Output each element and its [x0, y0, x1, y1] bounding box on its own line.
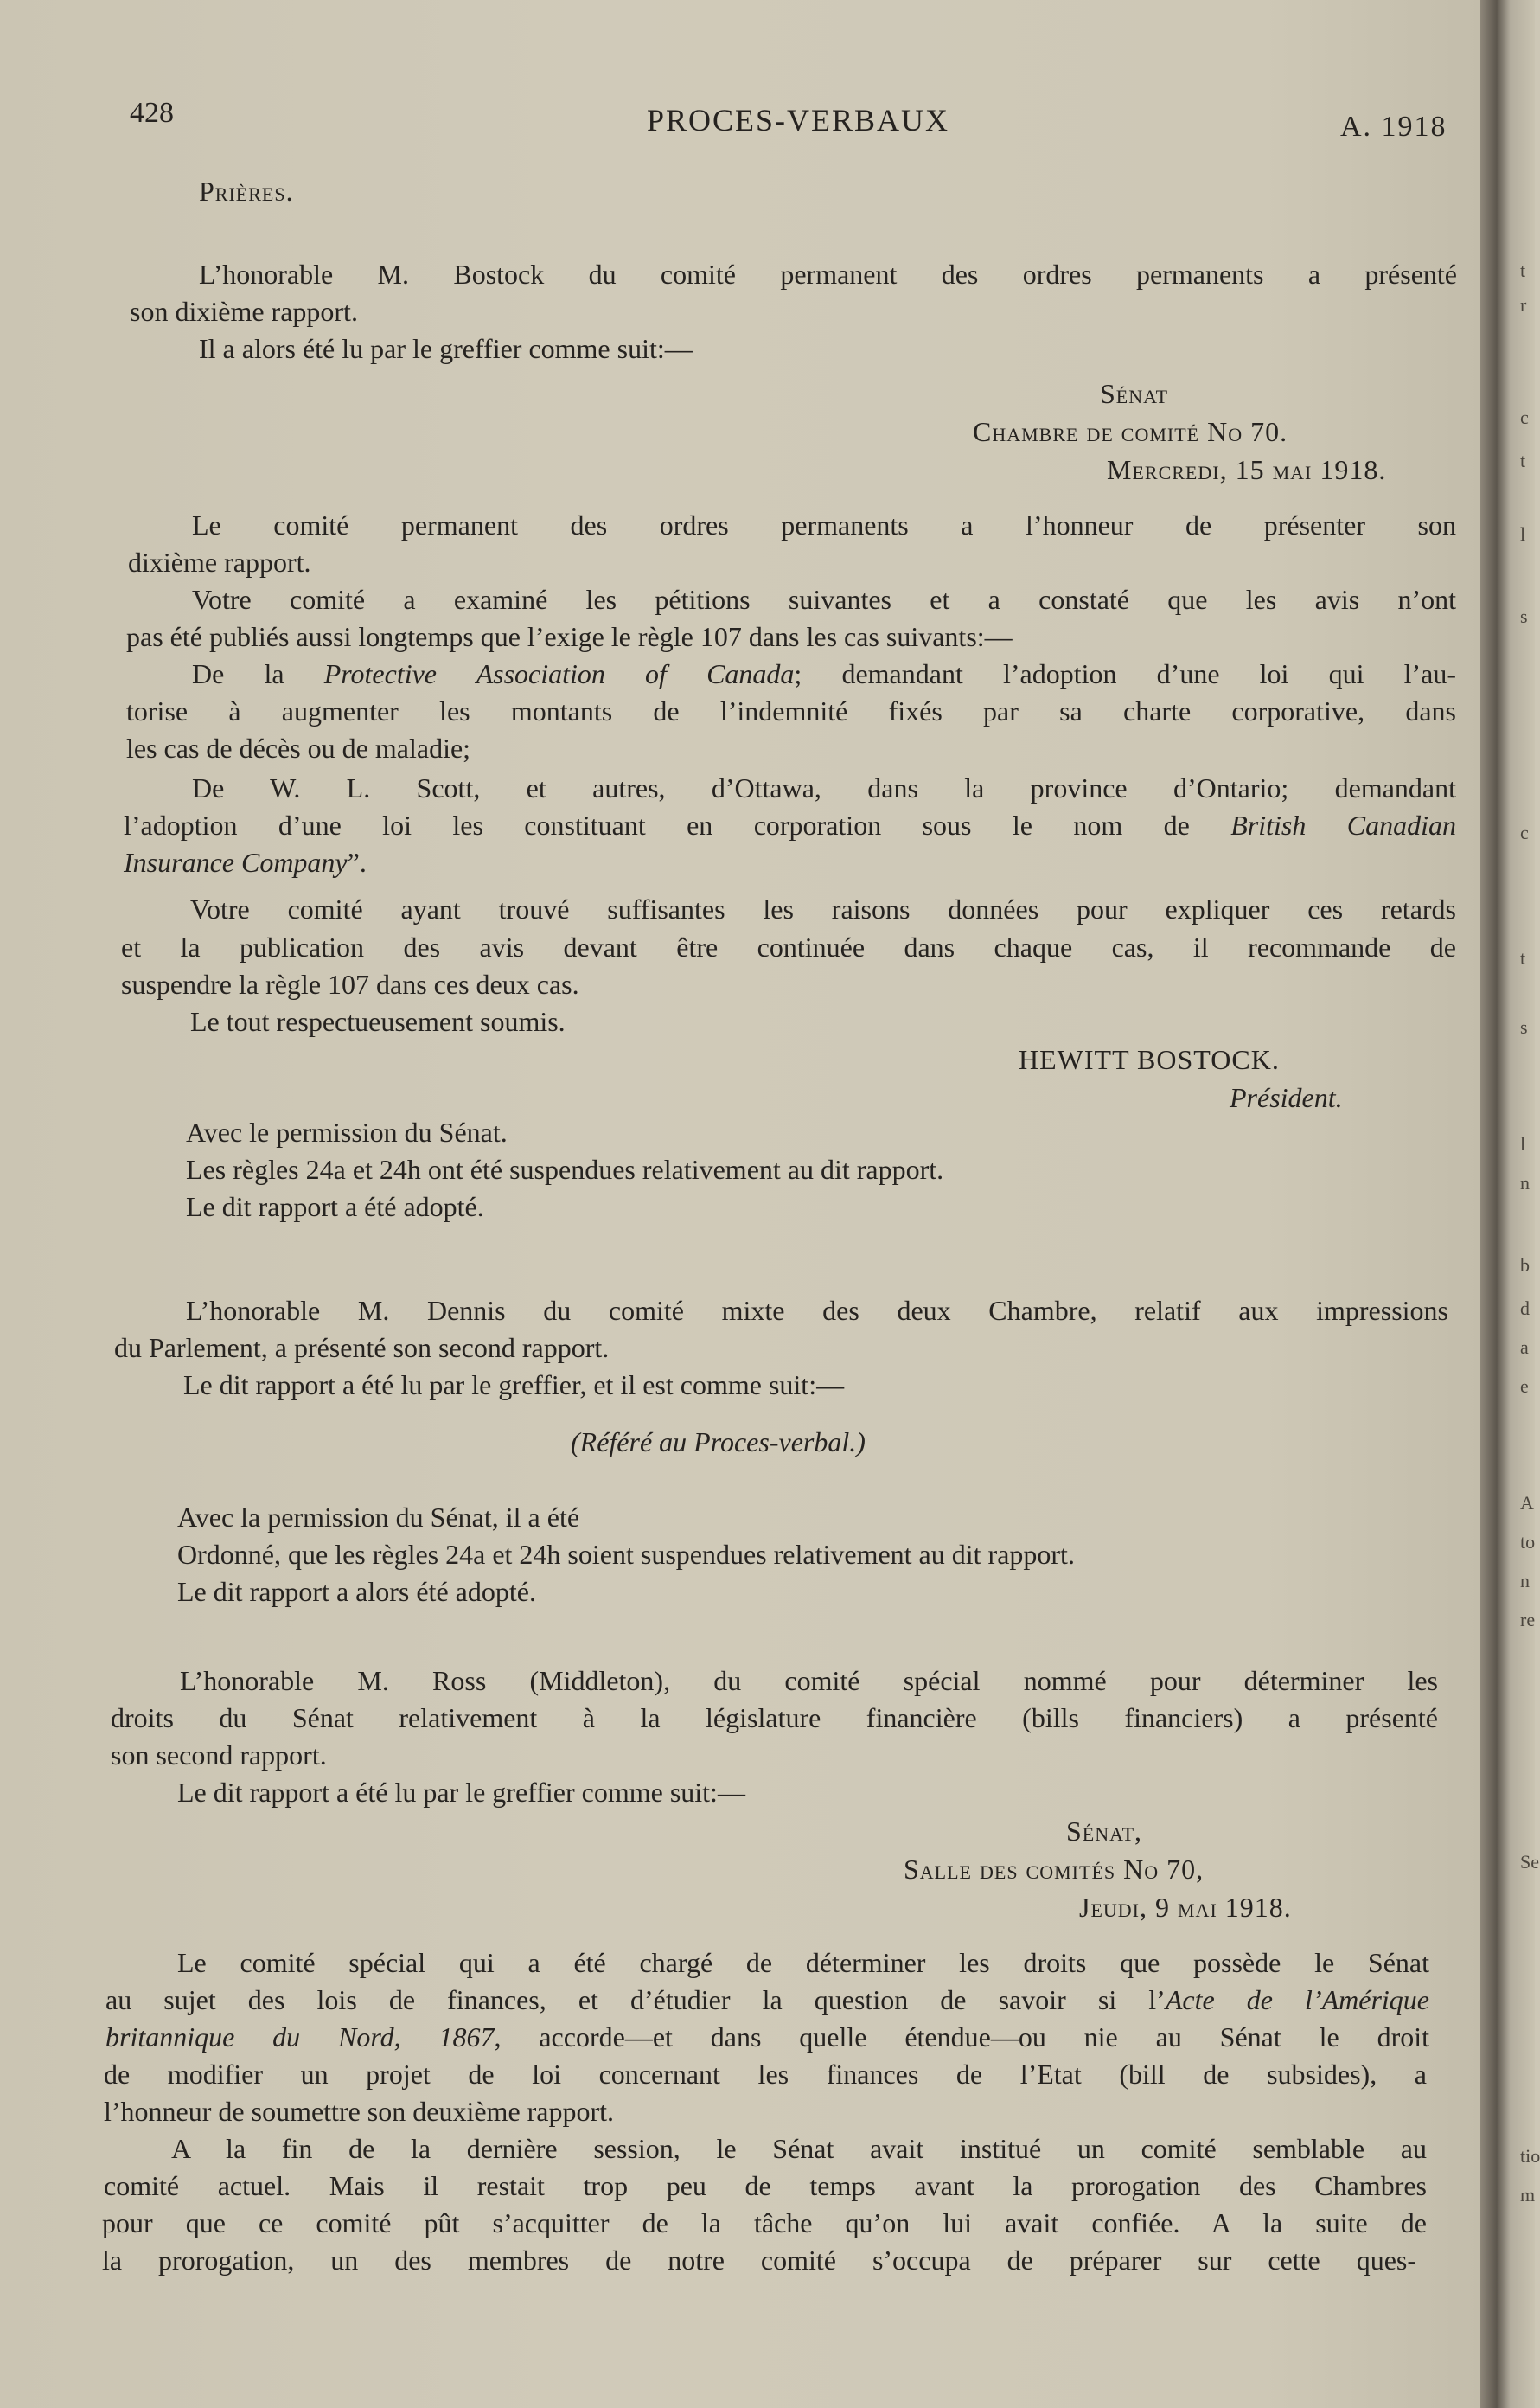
gutter-letter: m: [1520, 2184, 1536, 2206]
scott-line3: [124, 844, 367, 881]
gutter-letter: b: [1520, 1254, 1530, 1276]
ross-intro-line1: L’honorable M. Ross (Middleton), du comité spécial nommé pour déterminer les: [180, 1665, 1438, 1696]
italic-text: Protective Association of Canada: [323, 658, 795, 689]
protective-line3: les cas de décès ou de maladie;: [126, 733, 471, 764]
gutter-letter: to: [1520, 1531, 1536, 1553]
italic-text: Président.: [1230, 1082, 1343, 1113]
rules-suspended-line: Les règles 24a et 24h ont été suspendues relativement au dit rapport.: [186, 1154, 944, 1185]
gutter-letter: A: [1520, 1492, 1534, 1514]
permission-line: Avec le permission du Sénat.: [186, 1117, 508, 1148]
report-date-2: Jeudi, 9 mai 1918.: [1079, 1892, 1292, 1923]
retards-line2: et la publication des avis devant être continuée dans chaque cas, il recommande de: [121, 932, 1456, 963]
bostock-intro-line2: son dixième rapport.: [130, 296, 358, 327]
senat-heading-2: Sénat,: [1066, 1816, 1143, 1847]
facing-page-edge: [1520, 0, 1540, 2408]
text: De la: [192, 658, 324, 689]
session-line4: la prorogation, un des membres de notre comité s’occupa de préparer sur cette ques-: [102, 2245, 1416, 2276]
gutter-letter: s: [1520, 605, 1528, 627]
dennis-intro-line1: L’honorable M. Dennis du comité mixte des deux Chambre, relatif aux impressions: [186, 1295, 1448, 1326]
scott-line1: De W. L. Scott, et autres, d’Ottawa, dans la province d’Ontario; demandant: [192, 772, 1456, 804]
gutter-letter: c: [1520, 822, 1529, 843]
gutter-letter: t: [1520, 259, 1526, 281]
bostock-read-line: Il a alors été lu par le greffier comme suit:—: [199, 333, 693, 364]
gutter-letter: r: [1520, 294, 1527, 316]
gutter-letter: c: [1520, 407, 1529, 428]
gutter-letter: t: [1520, 947, 1526, 969]
special-committee-line3: [105, 2019, 1429, 2056]
session-line3: pour que ce comité pût s’acquitter de la tâche qu’on lui avait confiée. A la suite de: [102, 2207, 1427, 2238]
protective-line2: torise à augmenter les montants de l’indemnité fixés par sa charte corporative, dans: [126, 695, 1456, 727]
permission-line-2: Avec la permission du Sénat, il a été: [177, 1502, 580, 1533]
gutter-letter: l: [1520, 523, 1526, 545]
page-title: PROCES-VERBAUX: [647, 103, 950, 138]
bostock-intro-line1: L’honorable M. Bostock du comité permanent des ordres permanents a présenté: [199, 259, 1457, 290]
special-committee-line2: [105, 1982, 1429, 2019]
ross-intro-line2: droits du Sénat relativement à la législature financière (bills financiers) a présenté: [111, 1702, 1438, 1733]
gutter-letter: Se: [1520, 1851, 1539, 1873]
gutter-letter: e: [1520, 1375, 1529, 1397]
text: l’adoption d’une loi les constituant en corporation sous le nom de: [124, 810, 1231, 841]
protective-line1: [192, 656, 1456, 693]
gutter-letter: n: [1520, 1172, 1530, 1194]
petitions-line2: pas été publiés aussi longtemps que l’exige le règle 107 dans les cas suivants:—: [126, 621, 1013, 652]
special-committee-line5: l’honneur de soumettre son deuxième rapport.: [104, 2096, 615, 2127]
prieres-heading: Prières.: [199, 176, 294, 207]
gutter-letter: re: [1520, 1609, 1536, 1630]
italic-text: Insurance Company: [124, 847, 348, 878]
petitions-line1: Votre comité a examiné les pétitions suivantes et a constaté que les avis n’ont: [192, 584, 1456, 615]
session-line1: A la fin de la dernière session, le Sénat avait institué un comité semblable au: [171, 2133, 1427, 2164]
text: ; demandant l’adoption d’une loi qui l’au-: [794, 658, 1457, 689]
text: au sujet des lois de finances, et d’étudier la question de savoir si l’: [105, 1984, 1166, 2015]
report-date: [1107, 452, 1386, 489]
italic-text: britannique du Nord, 1867: [105, 2021, 495, 2053]
italic-text: (Référé au Proces-verbal.): [571, 1426, 866, 1457]
text: ”.: [347, 847, 367, 878]
committee-line2: dixième rapport.: [128, 547, 311, 578]
gutter-letter: n: [1520, 1570, 1530, 1591]
retards-line3: suspendre la règle 107 dans ces deux cas.: [121, 969, 579, 1000]
report-date-text: Mercredi, 15 mai 1918.: [1107, 454, 1387, 485]
scott-line2: [124, 807, 1456, 844]
text: , accorde—et dans quelle étendue—ou nie au Sénat le droit: [494, 2021, 1430, 2053]
soumis-line: Le tout respectueusement soumis.: [190, 1006, 566, 1037]
retards-line1: Votre comité ayant trouvé suffisantes les raisons données pour expliquer ces retards: [190, 893, 1456, 925]
italic-text: British Canadian: [1230, 810, 1457, 841]
page-number: 428: [130, 97, 174, 129]
ross-read-line: Le dit rapport a été lu par le greffier comme suit:—: [177, 1777, 745, 1808]
gutter-letter: tio: [1520, 2145, 1540, 2167]
gutter-letter: a: [1520, 1336, 1529, 1358]
ross-intro-line3: son second rapport.: [111, 1739, 327, 1771]
dennis-read-line: Le dit rapport a été lu par le greffier, et il est comme suit:—: [183, 1369, 845, 1400]
gutter-letter: d: [1520, 1297, 1530, 1319]
adopted-line-2: Le dit rapport a alors été adopté.: [177, 1576, 536, 1607]
ordonne-line: Ordonné, que les règles 24a et 24h soient suspendues relativement au dit rapport.: [177, 1539, 1075, 1570]
salle-heading: Salle des comités No 70,: [904, 1854, 1205, 1885]
chambre-heading: Chambre de comité No 70.: [973, 416, 1288, 447]
gutter-letter: s: [1520, 1016, 1528, 1038]
refere-line: [571, 1424, 866, 1461]
committee-line1: Le comité permanent des ordres permanents a l’honneur de présenter son: [192, 509, 1456, 541]
gutter-letter: l: [1520, 1133, 1526, 1155]
italic-text: Acte de l’Amérique: [1165, 1984, 1430, 2015]
special-committee-line1: Le comité spécial qui a été chargé de déterminer les droits que possède le Sénat: [177, 1947, 1429, 1978]
signature-title: [1230, 1079, 1343, 1117]
session-line2: comité actuel. Mais il restait trop peu de temps avant la prorogation des Chambres: [104, 2170, 1427, 2201]
dennis-intro-line2: du Parlement, a présenté son second rapport.: [114, 1332, 610, 1363]
signature: HEWITT BOSTOCK.: [1019, 1044, 1280, 1075]
adopted-line: Le dit rapport a été adopté.: [186, 1191, 484, 1222]
volume-year: A. 1918: [1340, 111, 1447, 143]
senat-heading: Sénat: [1100, 378, 1169, 409]
special-committee-line4: de modifier un projet de loi concernant les finances de l’Etat (bill de subsides), a: [104, 2059, 1427, 2090]
gutter-letter: t: [1520, 450, 1526, 471]
